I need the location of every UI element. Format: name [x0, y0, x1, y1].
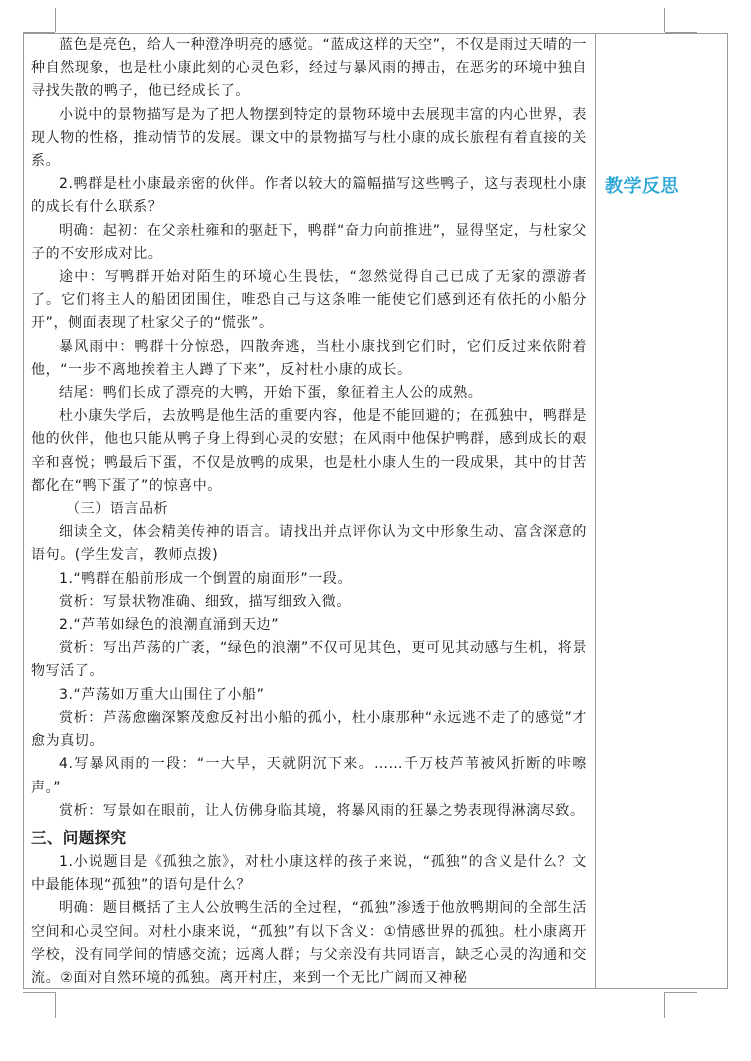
- subsection-heading: （三）语言品析: [66, 501, 169, 518]
- paragraph: 途中：写鸭群开始对陌生的环境心生畏怯，“忽然觉得自己已成了无家的漂游者了。它们将主人的船团团围住，唯恐自己与这条唯一能使它们感到还有依托的小船分开”，侧面表现了杜家父子的“慌张”。: [31, 269, 587, 332]
- paragraph: 赏析：写景如在眼前，让人仿佛身临其境，将暴风雨的狂暴之势表现得淋漓尽致。: [59, 802, 585, 819]
- crop-mark-top-left-v: [55, 8, 56, 32]
- lesson-content: [31, 34, 587, 988]
- paragraph: 3.“芦荡如万重大山围住了小船”: [59, 686, 265, 703]
- paragraph: 小说中的景物描写是为了把人物摆到特定的景物环境中去展现丰富的内心世界，表现人物的性格，推动情节的发展。课文中的景物描写与杜小康的成长旅程有着直接的关系。: [31, 106, 587, 170]
- paragraph: 1.小说题目是《孤独之旅》，对杜小康这样的孩子来说，“孤独”的含义是什么？文中最能体现“孤独”的语句是什么？: [31, 853, 587, 894]
- crop-mark-bottom-right-v: [664, 992, 665, 1018]
- paragraph: 细读全文，体会精美传神的语言。请找出并点评你认为文中形象生动、富含深意的语句。(学生发言，教师点拨): [31, 524, 587, 564]
- paragraph: 结尾：鸭们长成了漂亮的大鸭，开始下蛋，象征着主人公的成熟。: [59, 385, 483, 402]
- paragraph: 4.写暴风雨的一段：“一大早，天就阴沉下来。……千万枝芦苇被风折断的咔嚓声。”: [31, 756, 587, 796]
- paragraph: 2.“芦苇如绿色的浪潮直涌到天边”: [59, 617, 280, 634]
- section-heading: 三、问题探究: [31, 827, 127, 847]
- teaching-reflection-label: 教学反思: [605, 176, 679, 197]
- paragraph: 赏析：写景状物准确、细致，描写细致入微。: [59, 593, 351, 610]
- crop-mark-top-right-v: [664, 8, 665, 32]
- paragraph: 赏析：写出芦荡的广袤，“绿色的浪潮”不仅可见其色，更可见其动感与生机，将景物写活了。: [31, 640, 587, 680]
- paragraph: 明确：题目概括了主人公放鸭生活的全过程，“孤独”渗透于他放鸭期间的全部生活空间和心灵空间。对杜小康来说，“孤独”有以下含义：①情感世界的孤独。杜小康离开学校，没有同学间的情感交流；远离人群；与父亲没有共同语言，缺乏心灵的沟通和交流。②面对自然环境的孤独。离开村庄，来到一个无比广阔而又神秘: [31, 900, 587, 986]
- paragraph: 1.“鸭群在船前形成一个倒置的扇面形”一段。: [59, 570, 353, 587]
- paragraph: 杜小康失学后，去放鸭是他生活的重要内容，他是不能回避的；在孤独中，鸭群是他的伙伴，他也只能从鸭子身上得到心灵的安慰；在风雨中他保护鸭群，感到成长的艰辛和喜悦；鸭最后下蛋，不仅是放鸭的成果，也是杜小康人生的一段成果，其中的甘苦都化在“鸭下蛋了”的惊喜中。: [31, 408, 587, 494]
- crop-mark-bottom-left-v: [55, 992, 56, 1018]
- paragraph: 明确：起初：在父亲杜雍和的驱赶下，鸭群“奋力向前推进”，显得坚定，与杜家父子的不安形成对比。: [31, 222, 587, 262]
- paragraph: 2.鸭群是杜小康最亲密的伙伴。作者以较大的篇幅描写这些鸭子，这与表现杜小康的成长有什么联系？: [31, 176, 587, 216]
- crop-mark-bottom-right-h: [665, 992, 697, 993]
- paragraph: 蓝色是亮色，给人一种澄净明亮的感觉。“蓝成这样的天空”，不仅是雨过天晴的一种自然现象，也是杜小康此刻的心灵色彩，经过与暴风雨的搏击，在恶劣的环境中独自寻找失散的鸭子，他已经成长了。: [31, 37, 587, 100]
- paragraph: 赏析：芦荡愈幽深繁茂愈反衬出小船的孤小，杜小康那种“永远逃不走了的感觉”才愈为真切。: [31, 709, 587, 750]
- paragraph: 暴风雨中：鸭群十分惊恐，四散奔逃，当杜小康找到它们时，它们反过来依附着他，“一步不离地挨着主人蹲了下来”，反衬杜小康的成长。: [31, 338, 587, 378]
- table-column-divider: [595, 33, 596, 989]
- crop-mark-bottom-left-h: [23, 992, 55, 993]
